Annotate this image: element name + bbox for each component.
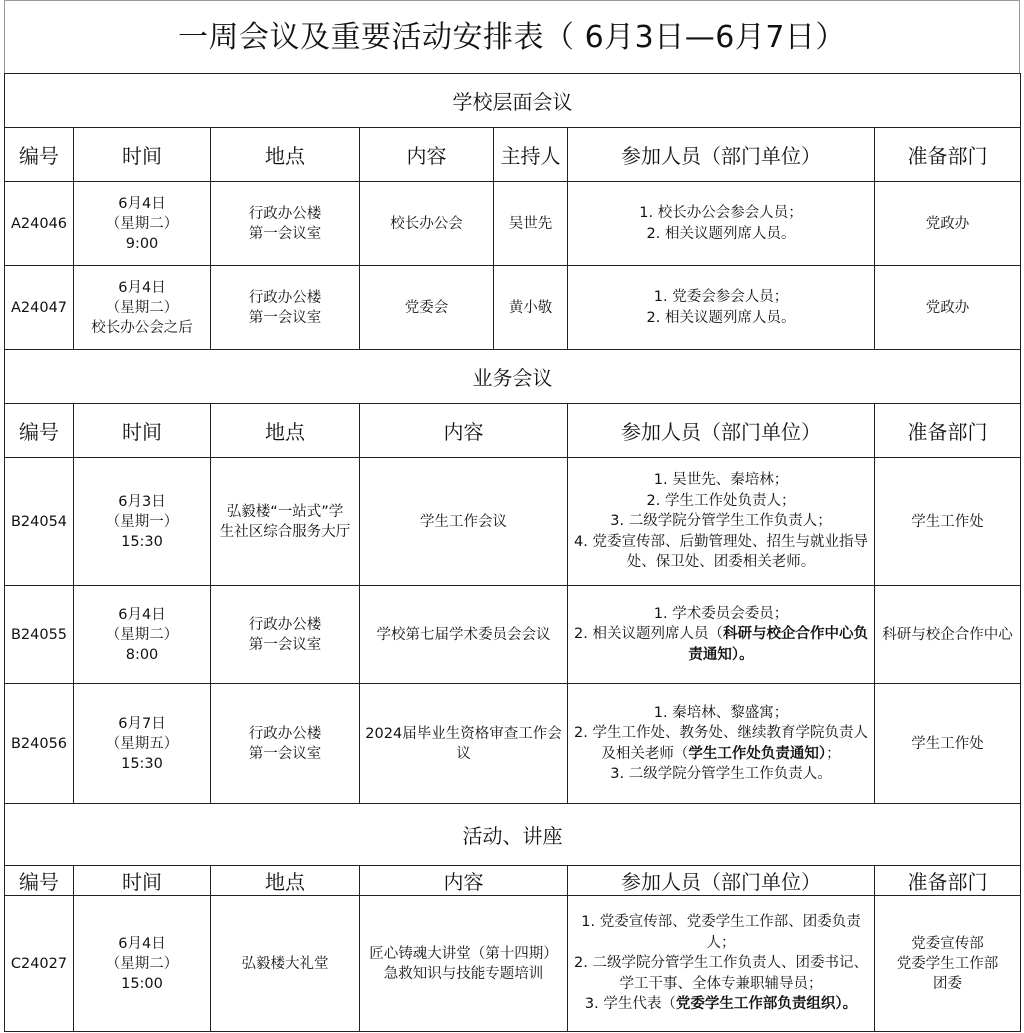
place-line: 生社区综合服务大厅 (219, 523, 351, 540)
row-participants (568, 458, 875, 586)
row-host: 吴世先 (494, 182, 568, 266)
time-clock: 校长办公会之后 (91, 319, 193, 336)
participant-text: 2. 相关议题列席人员。 (646, 225, 796, 242)
time-date: 6月7日 (118, 715, 166, 732)
dept-line: 团委 (933, 975, 962, 992)
row-no: C24027 (5, 896, 74, 1032)
row-time (74, 458, 211, 586)
row-content: 学生工作会议 (360, 458, 568, 586)
place-line: 第一会议室 (248, 225, 322, 242)
header-place: 地点 (211, 866, 360, 896)
page-title: 一周会议及重要活动安排表（ 6月3日—6月7日） (4, 0, 1020, 73)
participant-line (571, 723, 871, 764)
time-date: 6月4日 (118, 279, 166, 296)
section-title: 学校层面会议 (5, 74, 1021, 128)
header-content: 内容 (360, 866, 568, 896)
time-weekday: （星期二） (105, 955, 179, 972)
row-place (211, 458, 360, 586)
row-participants (568, 684, 875, 804)
participant-tail-text: ； (826, 745, 841, 762)
row-time (74, 266, 211, 350)
header-host: 主持人 (494, 128, 568, 182)
row-dept (875, 896, 1021, 1032)
row-participants (568, 896, 875, 1032)
participant-line (571, 764, 871, 785)
time-weekday: （星期二） (105, 299, 179, 316)
participant-line (571, 953, 871, 994)
participant-line (571, 491, 871, 512)
time-weekday: （星期二） (105, 626, 179, 643)
header-dept: 准备部门 (875, 128, 1021, 182)
header-time: 时间 (74, 866, 211, 896)
dept-line: 党委宣传部 (911, 935, 984, 952)
participant-text: 1. 秦培林、黎盛寓； (653, 704, 789, 721)
participant-line (571, 287, 871, 308)
header-no: 编号 (5, 128, 74, 182)
table-row (5, 896, 1021, 1032)
participant-text: 3. 二级学院分管学生工作负责人。 (610, 766, 832, 782)
place-line: 第一会议室 (248, 309, 322, 326)
header-place: 地点 (211, 128, 360, 182)
row-dept: 党政办 (875, 266, 1021, 350)
time-weekday: （星期五） (105, 735, 179, 752)
participant-line (571, 511, 871, 532)
row-place (211, 896, 360, 1032)
section-title-row (5, 74, 1021, 128)
row-no: A24046 (5, 182, 74, 266)
table-row (5, 684, 1021, 804)
place-line: 行政办公楼 (248, 205, 322, 222)
row-dept: 科研与校企合作中心 (875, 586, 1021, 684)
time-date: 6月4日 (118, 935, 166, 952)
row-time (74, 896, 211, 1032)
header-content: 内容 (360, 128, 494, 182)
place-line: 行政办公楼 (248, 616, 322, 633)
header-content: 内容 (360, 404, 568, 458)
time-weekday: （星期一） (105, 513, 179, 530)
time-date: 6月4日 (118, 195, 166, 212)
place-line: 行政办公楼 (248, 725, 322, 742)
row-time (74, 586, 211, 684)
section-title-row (5, 350, 1021, 404)
table-row (5, 458, 1021, 586)
row-participants (568, 586, 875, 684)
place-line: 第一会议室 (248, 636, 322, 653)
time-weekday: （星期二） (105, 215, 179, 232)
time-clock: 15:30 (121, 533, 163, 550)
participant-line (571, 203, 871, 224)
row-participants (568, 266, 875, 350)
participant-line (571, 532, 871, 573)
row-place (211, 182, 360, 266)
header-row (5, 404, 1021, 458)
time-clock: 8:00 (125, 646, 159, 663)
place-line: 弘毅楼大礼堂 (241, 955, 329, 972)
dept-line: 党委学生工作部 (896, 955, 999, 972)
participant-text: 1. 学术委员会委员； (653, 605, 789, 622)
header-no: 编号 (5, 404, 74, 458)
header-dept: 准备部门 (875, 404, 1021, 458)
row-dept: 学生工作处 (875, 458, 1021, 586)
time-date: 6月3日 (118, 493, 166, 510)
table-row (5, 182, 1021, 266)
row-no: B24056 (5, 684, 74, 804)
row-no: B24054 (5, 458, 74, 586)
participant-line (571, 624, 871, 665)
participant-text: 4. 党委宣传部、后勤管理处、招生与就业指导处、保卫处、团委相关老师。 (574, 533, 868, 571)
schedule-table (4, 73, 1021, 1032)
row-place (211, 586, 360, 684)
table-row (5, 586, 1021, 684)
header-row (5, 128, 1021, 182)
participant-text: 1. 校长办公会参会人员； (639, 205, 803, 221)
row-place (211, 266, 360, 350)
row-content: 2024届毕业生资格审查工作会议 (360, 684, 568, 804)
row-participants (568, 182, 875, 266)
header-participants: 参加人员（部门单位） (568, 404, 875, 458)
row-content: 学校第七届学术委员会会议 (360, 586, 568, 684)
participant-text: 2. 学生工作处负责人； (646, 492, 796, 509)
row-time (74, 182, 211, 266)
participant-line (571, 912, 871, 953)
participant-line (571, 224, 871, 245)
participant-text: 1. 党委宣传部、党委学生工作部、团委负责人； (581, 914, 861, 951)
header-place: 地点 (211, 404, 360, 458)
row-content: 党委会 (360, 266, 494, 350)
participant-bold-text: 科研与校企合作中心负责通知）。 (688, 626, 868, 663)
row-no: A24047 (5, 266, 74, 350)
participant-bold-text: 党委学生工作部负责组织）。 (675, 996, 858, 1013)
row-content: 匠心铸魂大讲堂（第十四期）急救知识与技能专题培训 (360, 896, 568, 1032)
section-title-row (5, 804, 1021, 866)
place-line: 弘毅楼“一站式”学 (226, 503, 344, 520)
participant-text: 2. 相关议题列席人员（ (574, 626, 723, 643)
header-dept: 准备部门 (875, 866, 1021, 896)
time-date: 6月4日 (118, 606, 166, 623)
participant-line (571, 994, 871, 1015)
time-clock: 9:00 (125, 235, 159, 252)
participant-line (571, 703, 871, 724)
header-participants: 参加人员（部门单位） (568, 866, 875, 896)
row-time (74, 684, 211, 804)
header-participants: 参加人员（部门单位） (568, 128, 875, 182)
time-clock: 15:00 (121, 975, 163, 992)
row-content: 校长办公会 (360, 182, 494, 266)
row-dept: 党政办 (875, 182, 1021, 266)
section-title: 业务会议 (5, 350, 1021, 404)
participant-text: 3. 二级学院分管学生工作负责人； (610, 513, 832, 530)
participant-text: 1. 吴世先、秦培林； (653, 472, 789, 489)
section-title: 活动、讲座 (5, 804, 1021, 866)
row-place (211, 684, 360, 804)
header-time: 时间 (74, 404, 211, 458)
table-row (5, 266, 1021, 350)
participant-bold-text: 学生工作处负责通知） (688, 745, 827, 762)
participant-text: 2. 二级学院分管学生工作负责人、团委书记、学工干事、全体专兼职辅导员； (574, 955, 868, 992)
header-no: 编号 (5, 866, 74, 896)
participant-line (571, 308, 871, 329)
participant-line (571, 604, 871, 625)
time-clock: 15:30 (121, 755, 163, 772)
participant-text: 3. 学生代表（ (584, 996, 676, 1013)
participant-text: 2. 学生工作处、教务处、继续教育学院负责人及相关老师（ (574, 725, 868, 762)
header-time: 时间 (74, 128, 211, 182)
participant-text: 1. 党委会参会人员； (653, 289, 789, 305)
row-no: B24055 (5, 586, 74, 684)
row-dept: 学生工作处 (875, 684, 1021, 804)
row-host: 黄小敬 (494, 266, 568, 350)
place-line: 行政办公楼 (248, 289, 322, 306)
header-row (5, 866, 1021, 896)
place-line: 第一会议室 (248, 745, 322, 762)
participant-line (571, 470, 871, 491)
participant-text: 2. 相关议题列席人员。 (646, 309, 796, 326)
